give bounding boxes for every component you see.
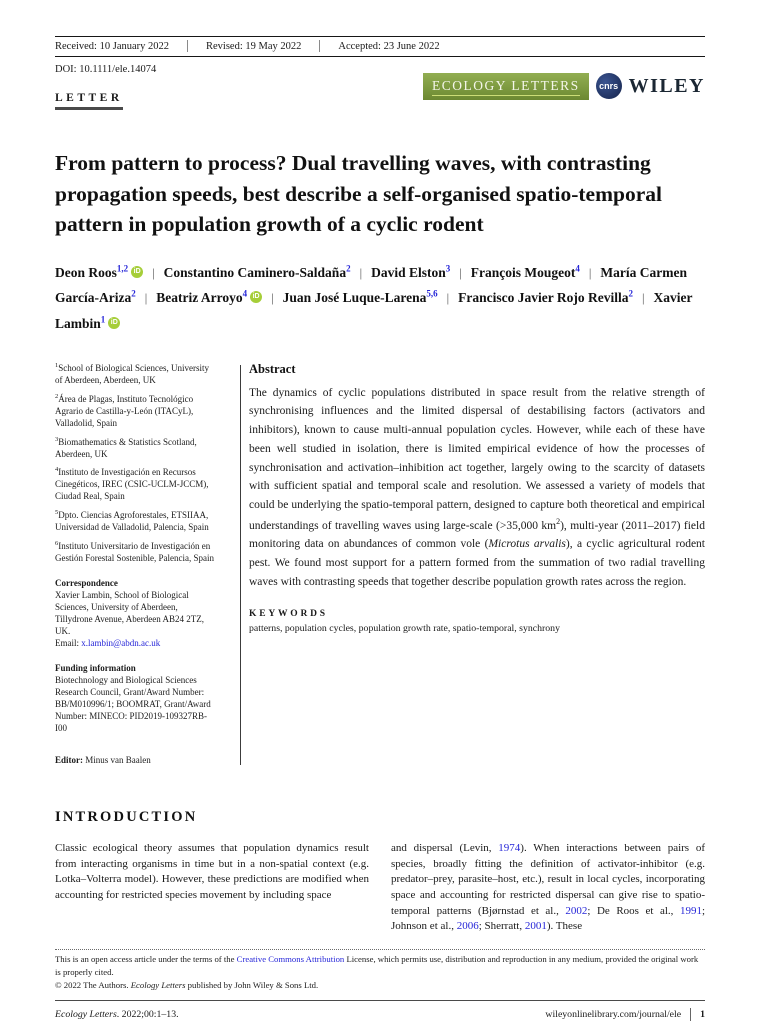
received-date: Received: 10 January 2022 bbox=[55, 40, 170, 52]
author-name: Juan José Luque-Larena bbox=[282, 290, 427, 306]
open-access-text: This is an open access article under the terms of the bbox=[55, 954, 237, 965]
orcid-icon[interactable]: iD bbox=[108, 317, 120, 329]
editor-label: Editor: bbox=[55, 754, 83, 765]
affiliation-text: Área de Plagas, Instituto Tecnológico Agrario de Castilla-y-León (ITACyL), Valladolid, Spain bbox=[55, 393, 194, 428]
affiliation bbox=[55, 466, 215, 503]
author-name: Constantino Caminero-Saldaña bbox=[163, 264, 347, 280]
topbar-divider bbox=[187, 40, 188, 52]
author-separator: | bbox=[152, 265, 155, 280]
page-number-divider bbox=[690, 1008, 691, 1021]
abstract-superscript: 2 bbox=[556, 516, 561, 526]
intro-text-segment: ). These bbox=[546, 920, 583, 933]
header-left bbox=[55, 64, 156, 110]
affiliation bbox=[55, 362, 215, 387]
affiliation bbox=[55, 393, 215, 430]
correspondence-email-line bbox=[55, 638, 215, 650]
journal-name: Ecology Letters bbox=[55, 1009, 117, 1021]
citation-link[interactable]: 1991 bbox=[679, 904, 702, 917]
accepted-date: Accepted: 23 June 2022 bbox=[338, 40, 440, 52]
cc-attribution-link[interactable]: Creative Commons Attribution bbox=[236, 954, 345, 965]
ecology-letters-logo bbox=[423, 73, 589, 100]
author-separator: | bbox=[446, 291, 450, 306]
citation-link[interactable]: 1974 bbox=[498, 841, 521, 854]
abstract-column bbox=[249, 362, 705, 767]
editor-block bbox=[55, 755, 215, 767]
author-name: David Elston bbox=[371, 264, 446, 280]
affiliation bbox=[55, 436, 215, 461]
journal-citation bbox=[55, 1009, 179, 1020]
copyright-text: published by John Wiley & Sons Ltd. bbox=[185, 980, 319, 991]
citation-link[interactable]: 2002 bbox=[565, 904, 588, 917]
author-superscript: 5,6 bbox=[426, 288, 438, 299]
open-access-note bbox=[55, 953, 705, 992]
correspondence-heading: Correspondence bbox=[55, 578, 118, 589]
author-separator: | bbox=[588, 265, 592, 280]
revised-date: Revised: 19 May 2022 bbox=[206, 40, 302, 52]
affiliation-text: Instituto de Investigación en Recursos Cinegéticos, IREC (CSIC-UCLM-JCCM), Ciudad Real, Spain bbox=[55, 467, 209, 502]
introduction-heading: INTRODUCTION bbox=[55, 808, 198, 825]
ecology-letters-logo-text: ECOLOGY LETTERS bbox=[432, 78, 580, 96]
author-superscript: 4 bbox=[575, 263, 580, 274]
intro-text-segment: ; Sherratt, bbox=[478, 920, 525, 933]
abstract-heading: Abstract bbox=[249, 361, 296, 376]
footer-row bbox=[55, 1008, 705, 1021]
email-link[interactable]: x.lambin@abdn.ac.uk bbox=[81, 638, 161, 649]
affiliation-number: 3 bbox=[55, 435, 59, 443]
abstract-segment: ), multi-year (2011–2017) field monitoring data on abundances of common vole ( bbox=[249, 519, 705, 551]
doi: DOI: 10.1111/ele.14074 bbox=[55, 64, 157, 75]
author bbox=[458, 290, 633, 305]
author-separator: | bbox=[642, 291, 645, 306]
email-label: Email: bbox=[55, 638, 79, 649]
keywords-heading: KEYWORDS bbox=[249, 608, 328, 619]
introduction-section bbox=[55, 809, 705, 935]
open-access-text: License, which permits use, distribution and reproduction in any medium, provided the original work is properly cited. bbox=[55, 954, 699, 978]
author bbox=[471, 265, 580, 280]
author-name: Francisco Javier Rojo Revilla bbox=[458, 290, 629, 306]
article-title: From pattern to process? Dual travelling waves, with contrasting propagation speeds, best describe a self-organised spatio-temporal pattern in population growth of a cyclic rodent bbox=[55, 151, 662, 237]
author bbox=[164, 265, 351, 280]
author-superscript: 2 bbox=[346, 263, 351, 274]
author-separator: | bbox=[459, 265, 462, 280]
affiliation-number: 6 bbox=[55, 540, 59, 548]
author-superscript: 1,2 bbox=[116, 263, 129, 274]
abstract-segment: ), a cyclic agricultural rodent pest. We found most support for a pattern formed from the summation of two radial travelling waves with contrasting speeds that together describe population growth rates across the region. bbox=[249, 538, 705, 588]
header-row bbox=[55, 64, 705, 110]
logo-group bbox=[423, 62, 705, 110]
intro-right-paragraph bbox=[391, 841, 705, 935]
author-name: Deon Roos bbox=[55, 264, 117, 280]
article-type-label: LETTER bbox=[55, 92, 123, 110]
citation-link[interactable]: 2001 bbox=[524, 920, 547, 933]
copyright-line bbox=[55, 979, 705, 992]
affiliation-text: Instituto Universitario de Investigación en Gestión Forestal Sostenible, Palencia, Spain bbox=[55, 541, 214, 564]
affiliation-number: 2 bbox=[55, 392, 59, 400]
introduction-columns bbox=[55, 841, 705, 935]
affiliation-text: Dpto. Ciencias Agroforestales, ETSIIAA, Universidad de Valladolid, Palencia, Spain bbox=[55, 510, 209, 533]
correspondence-text: Xavier Lambin, School of Biological Sciences, University of Aberdeen, Tillydrone Avenue, Aberdeen AB24 2TZ, UK. bbox=[55, 590, 204, 637]
author-name: François Mougeot bbox=[470, 264, 576, 280]
author-superscript: 3 bbox=[445, 263, 451, 274]
author-name: María Carmen García-Ariza bbox=[55, 264, 687, 306]
funding-block bbox=[55, 663, 215, 735]
intro-text-segment: ; Johnson et al., bbox=[391, 904, 705, 933]
info-band bbox=[55, 362, 705, 767]
orcid-icon[interactable]: iD bbox=[250, 291, 262, 303]
received-revised-accepted-bar bbox=[55, 36, 705, 57]
author bbox=[156, 290, 262, 305]
author-superscript: 1 bbox=[100, 314, 106, 325]
author bbox=[283, 290, 438, 305]
intro-left-paragraph: Classic ecological theory assumes that population dynamics result from interacting organisms in time but in a non-spatial context (e.g. Lotka–Volterra model). However, these predictions are modified when accounting for restricted species movement by including space bbox=[55, 841, 369, 901]
wiley-logo: WILEY bbox=[628, 74, 705, 97]
author-separator: | bbox=[271, 291, 274, 306]
correspondence-block bbox=[55, 578, 215, 650]
funding-heading: Funding information bbox=[55, 663, 136, 674]
author-separator: | bbox=[359, 265, 363, 280]
abstract-text bbox=[249, 384, 705, 592]
author-superscript: 2 bbox=[131, 288, 136, 299]
affiliation bbox=[55, 540, 215, 565]
copyright-text: © 2022 The Authors. bbox=[55, 980, 131, 991]
abstract-segment: The dynamics of cyclic populations distributed in space result from the relative strength of synchronising influences and the limited dispersal of destabilising factors (activators and inhibitors), known to cause multi-annual population cycles. However, while each of these have been well studied in isolation, there is limited empirical evidence of how the processes of synchronisation and activation–inhibition act together, largely owing to the scarcity of datasets with sufficient spatial and temporal scale and resolution. We assessed a variety of models that could be underlying the spatio-temporal pattern, designed to capture both theoretical and empirical understandings of travelling waves using large-scale (>35,000 km bbox=[249, 386, 705, 532]
editor-name: Minus van Baalen bbox=[85, 754, 151, 765]
author-list bbox=[55, 260, 705, 337]
affiliation-number: 4 bbox=[55, 466, 59, 474]
author bbox=[55, 265, 143, 280]
journal-website-link[interactable]: wileyonlinelibrary.com/journal/ele bbox=[545, 1009, 682, 1021]
intro-text-segment: ). When interactions between pairs of species, broadly fitting the definition of activator-inhibitor (e.g. predator–prey, parasite–host, etc.), result in local cycles, incorporating space and accounting for restricted dispersal can give rise to spatio-temporal patterns (Bjørnstad et al., bbox=[391, 841, 705, 917]
intro-text-segment: ; De Roos et al., bbox=[587, 904, 680, 917]
orcid-icon[interactable]: iD bbox=[131, 266, 143, 278]
citation-link[interactable]: 2006 bbox=[456, 920, 479, 933]
affiliation-text: Biomathematics & Statistics Scotland, Aberdeen, UK bbox=[55, 436, 197, 459]
author-name: Beatriz Arroyo bbox=[156, 290, 243, 306]
topbar-divider bbox=[319, 40, 320, 52]
author-name: Xavier Lambin bbox=[55, 290, 693, 332]
cnrs-logo: cnrs bbox=[596, 73, 622, 99]
affiliations-sidebar bbox=[55, 362, 227, 767]
affiliation-number: 5 bbox=[55, 509, 59, 517]
page-number: 1 bbox=[700, 1009, 705, 1021]
citation-rest: . 2022;00:1–13. bbox=[116, 1009, 179, 1021]
funding-text: Biotechnology and Biological Sciences Research Council, Grant/Award Number: BB/M010996/1; BOOMRAT, Grant/Award Number: MINECO: PID2019-109327RB-I00 bbox=[55, 675, 211, 733]
affiliation-number: 1 bbox=[55, 361, 59, 369]
intro-text-segment: and dispersal (Levin, bbox=[391, 841, 499, 854]
author-superscript: 2 bbox=[628, 288, 634, 299]
footer-rule bbox=[55, 1000, 705, 1001]
affiliation-text: School of Biological Sciences, University of Aberdeen, Aberdeen, UK bbox=[55, 362, 209, 385]
journal-name: Ecology Letters bbox=[130, 980, 186, 991]
column-divider bbox=[240, 365, 241, 765]
footer-right bbox=[545, 1008, 705, 1021]
affiliation bbox=[55, 509, 215, 534]
author-superscript: 4 bbox=[242, 288, 248, 299]
keywords-text: patterns, population cycles, population growth rate, spatio-temporal, synchrony bbox=[249, 622, 560, 634]
author-separator: | bbox=[144, 291, 148, 306]
dotted-separator bbox=[55, 949, 705, 950]
species-name: Microtus arvalis bbox=[488, 538, 566, 551]
author bbox=[371, 265, 450, 280]
